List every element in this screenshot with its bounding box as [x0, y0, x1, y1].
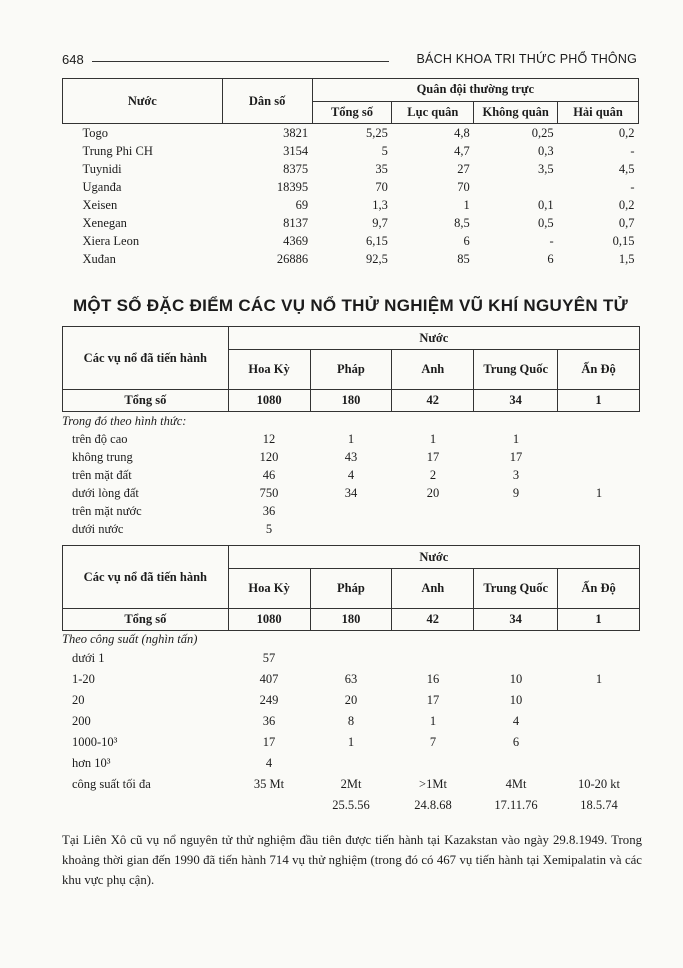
table-cell [558, 466, 640, 484]
table-cell: 3154 [283, 143, 309, 158]
row-label: trên mặt đất [72, 467, 132, 482]
table-row [62, 502, 640, 520]
table-cell: 17.11.76 [494, 798, 538, 812]
row-label: 200 [72, 714, 91, 728]
test-table-header-b [62, 545, 640, 631]
header-france: Pháp [310, 569, 392, 609]
table-cell: 4,7 [454, 143, 470, 158]
table-cell: 6 [463, 233, 470, 248]
row-label: không trung [72, 449, 133, 464]
table-cell: 70 [457, 179, 470, 194]
table-cell: 57 [262, 651, 276, 665]
table-cell: 8137 [283, 215, 309, 230]
table-cell: 1 [347, 431, 355, 446]
table-cell: 18.5.74 [580, 798, 618, 812]
total-india: 1 [558, 609, 640, 631]
row-label: 20 [72, 693, 85, 707]
table-cell: 17 [426, 693, 440, 707]
header-china: Trung Quốc [474, 569, 558, 609]
table-cell: 63 [344, 672, 358, 686]
table-cell [558, 753, 640, 774]
table-cell: 0,2 [618, 125, 635, 140]
military-table-body [63, 124, 639, 269]
table-cell: 4 [347, 467, 355, 482]
table-cell: 5 [381, 143, 388, 158]
country-name: Uganđa [82, 179, 122, 194]
table-cell: 10 [509, 672, 523, 686]
table-row [63, 142, 639, 160]
table-row [62, 711, 640, 732]
table-cell: 249 [259, 693, 279, 707]
table-cell: 2 [429, 467, 437, 482]
table-cell: 1 [512, 431, 520, 446]
table-cell: 1 [429, 714, 437, 728]
table-cell: 92,5 [366, 251, 388, 266]
book-title: BÁCH KHOA TRI THỨC PHỔ THÔNG [416, 52, 637, 66]
row-label [62, 795, 228, 816]
table-cell: 18395 [276, 179, 309, 194]
table-cell: 26886 [276, 251, 309, 266]
row-label: 1-20 [72, 672, 95, 686]
header-rule [92, 61, 389, 62]
table-cell: 20 [426, 485, 440, 500]
table-cell: 4,5 [618, 161, 635, 176]
table-cell: 8375 [283, 161, 309, 176]
table-row [62, 520, 640, 538]
table-cell: 6 [547, 251, 554, 266]
table-cell [310, 753, 392, 774]
row-label: dưới lòng đất [72, 485, 139, 500]
table-cell: 36 [262, 503, 276, 518]
table-cell [392, 753, 474, 774]
row-label: trên độ cao [72, 431, 128, 446]
table-cell [558, 520, 640, 538]
total-label: Tổng số [63, 390, 229, 412]
table-cell: - [549, 233, 554, 248]
table-row [62, 466, 640, 484]
test-table-header-a [62, 326, 640, 412]
table-cell: 5 [265, 521, 273, 536]
total-uk: 42 [392, 390, 474, 412]
header-tests-conducted: Các vụ nổ đã tiến hành [63, 546, 229, 609]
table-cell: 17 [426, 449, 440, 464]
page-number: 648 [62, 52, 84, 67]
table-cell: 36 [262, 714, 276, 728]
table-cell: 0,2 [618, 197, 635, 212]
header-tests-conducted: Các vụ nổ đã tiến hành [63, 327, 229, 390]
section-title: MỘT SỐ ĐẶC ĐIỂM CÁC VỤ NỔ THỬ NGHIỆM VŨ KHÍ NGUYÊN TỬ [72, 296, 629, 315]
total-china: 34 [474, 609, 558, 631]
table-cell: 10 [509, 693, 523, 707]
table-cell: 12 [262, 431, 276, 446]
table-cell: 69 [295, 197, 309, 212]
table-cell: 0,7 [618, 215, 635, 230]
header-country: Nước [63, 79, 223, 124]
table-cell: 1 [595, 672, 603, 686]
table-cell [474, 502, 558, 520]
table-row [63, 124, 639, 143]
table-cell: 750 [259, 485, 279, 500]
table-cell: 0,3 [537, 143, 554, 158]
header-uk: Anh [392, 350, 474, 390]
table-cell: - [630, 143, 635, 158]
table-cell: 17 [509, 449, 523, 464]
table-cell: 16 [426, 672, 440, 686]
table-row [63, 178, 639, 196]
table-cell: 25.5.56 [332, 798, 370, 812]
table-cell: 34 [344, 485, 358, 500]
table-cell [558, 732, 640, 753]
table-cell: 10-20 kt [577, 777, 620, 791]
table-row [63, 232, 639, 250]
country-name: Xuđan [82, 251, 116, 266]
table-row [62, 484, 640, 502]
table-cell: 43 [344, 449, 358, 464]
table-cell: 4 [265, 756, 273, 770]
row-label: hơn 10³ [72, 756, 111, 770]
table-cell: 46 [262, 467, 276, 482]
table-cell: 0,1 [537, 197, 554, 212]
table-cell: 1,3 [372, 197, 388, 212]
table-cell [558, 430, 640, 448]
total-china: 34 [474, 390, 558, 412]
table-cell: 5,25 [366, 125, 388, 140]
table-cell: 1,5 [618, 251, 635, 266]
row-label: trên mặt nước [72, 503, 142, 518]
country-name: Togo [82, 125, 109, 140]
table-cell: 8,5 [454, 215, 470, 230]
table-cell: 3,5 [537, 161, 554, 176]
header-india: Ấn Độ [558, 350, 640, 390]
table-cell: 4Mt [505, 777, 527, 791]
table-cell [392, 502, 474, 520]
total-france: 180 [310, 390, 392, 412]
table-row [62, 690, 640, 711]
table-cell: 35 [375, 161, 388, 176]
table-row [62, 774, 640, 795]
table-cell: 1 [347, 735, 355, 749]
country-name: Xeisen [82, 197, 118, 212]
table-row [63, 196, 639, 214]
table-cell: 0,25 [531, 125, 554, 140]
row-label: 1000-10³ [72, 735, 118, 749]
yield-caption: Theo công suất (nghìn tấn) [62, 631, 198, 646]
header-population: Dân số [222, 79, 312, 124]
table-row [62, 753, 640, 774]
running-header [62, 52, 637, 68]
table-cell [228, 795, 310, 816]
table-cell [474, 520, 558, 538]
table-cell: >1Mt [419, 777, 447, 791]
table-cell: 6 [512, 735, 520, 749]
country-name: Tuynidi [82, 161, 122, 176]
header-total: Tổng số [312, 101, 392, 124]
table-cell: 9 [512, 485, 520, 500]
table-cell [558, 648, 640, 669]
table-cell [558, 711, 640, 732]
table-cell: 1 [463, 197, 470, 212]
table-row [63, 160, 639, 178]
table-cell: 4369 [283, 233, 309, 248]
header-uk: Anh [392, 569, 474, 609]
table-cell: 3821 [283, 125, 309, 140]
header-air-force: Không quân [474, 101, 558, 124]
header-country-group: Nước [228, 327, 639, 350]
header-china: Trung Quốc [474, 350, 558, 390]
table-cell: - [630, 179, 635, 194]
country-name: Xiera Leon [82, 233, 140, 248]
total-label: Tổng số [63, 609, 229, 631]
table-row [62, 648, 640, 669]
header-india: Ấn Độ [558, 569, 640, 609]
table-cell [474, 648, 558, 669]
table-cell [310, 648, 392, 669]
table-cell: 120 [259, 449, 279, 464]
table-cell [392, 520, 474, 538]
country-name: Trung Phi CH [82, 143, 153, 158]
table-cell: 35 Mt [253, 777, 285, 791]
table-row [63, 214, 639, 232]
header-military: Quân đội thường trực [312, 79, 638, 102]
table-cell: 407 [259, 672, 279, 686]
header-usa: Hoa Kỳ [228, 350, 310, 390]
table-cell [392, 648, 474, 669]
row-label: công suất tối đa [72, 777, 151, 791]
yield-section [62, 630, 640, 816]
form-caption: Trong đó theo hình thức: [62, 413, 187, 428]
total-uk: 42 [392, 609, 474, 631]
table-cell [558, 502, 640, 520]
table-cell: 2Mt [340, 777, 362, 791]
table-row [62, 732, 640, 753]
header-country-group: Nước [228, 546, 639, 569]
table-cell [310, 520, 392, 538]
header-usa: Hoa Kỳ [228, 569, 310, 609]
table-row [62, 669, 640, 690]
table-cell: 6,15 [366, 233, 388, 248]
table-cell [474, 753, 558, 774]
table-cell: 4 [512, 714, 520, 728]
table-cell: 3 [512, 467, 520, 482]
table-cell: 27 [457, 161, 470, 176]
total-india: 1 [558, 390, 640, 412]
row-label: dưới 1 [72, 651, 105, 665]
table-cell [474, 178, 558, 196]
table-cell: 1 [595, 485, 603, 500]
table-cell: 20 [344, 693, 358, 707]
table-cell: 17 [262, 735, 276, 749]
row-label: dưới nước [72, 521, 124, 536]
table-cell: 0,5 [537, 215, 554, 230]
table-cell: 9,7 [372, 215, 388, 230]
table-cell: 85 [457, 251, 470, 266]
table-cell [558, 448, 640, 466]
table-row [62, 795, 640, 816]
table-cell: 24.8.68 [414, 798, 452, 812]
table-row [62, 430, 640, 448]
table-cell: 1 [429, 431, 437, 446]
header-army: Lục quân [392, 101, 474, 124]
total-usa: 1080 [228, 609, 310, 631]
country-name: Xenegan [82, 215, 127, 230]
header-france: Pháp [310, 350, 392, 390]
body-paragraph: Tại Liên Xô cũ vụ nổ nguyên tử thử nghiệm đầu tiên được tiến hành tại Kazakstan vào ngày 29.8.1949. Trong khoảng thời gian đến 1990 đã tiến hành 714 vụ thử nghiệm (trong đó có 467 vụ tiến hành tại Xemipalatin và các khu vực phụ cận). [62, 833, 642, 887]
table-cell: 4,8 [454, 125, 470, 140]
table-cell: 70 [375, 179, 388, 194]
table-cell: 8 [347, 714, 355, 728]
table-cell: 7 [429, 735, 437, 749]
total-france: 180 [310, 609, 392, 631]
table-cell: 0,15 [612, 233, 635, 248]
form-section [62, 412, 640, 538]
total-usa: 1080 [228, 390, 310, 412]
table-cell [558, 690, 640, 711]
table-row [63, 250, 639, 268]
table-row [62, 448, 640, 466]
military-table [62, 78, 639, 268]
table-cell [310, 502, 392, 520]
header-navy: Hải quân [558, 101, 639, 124]
